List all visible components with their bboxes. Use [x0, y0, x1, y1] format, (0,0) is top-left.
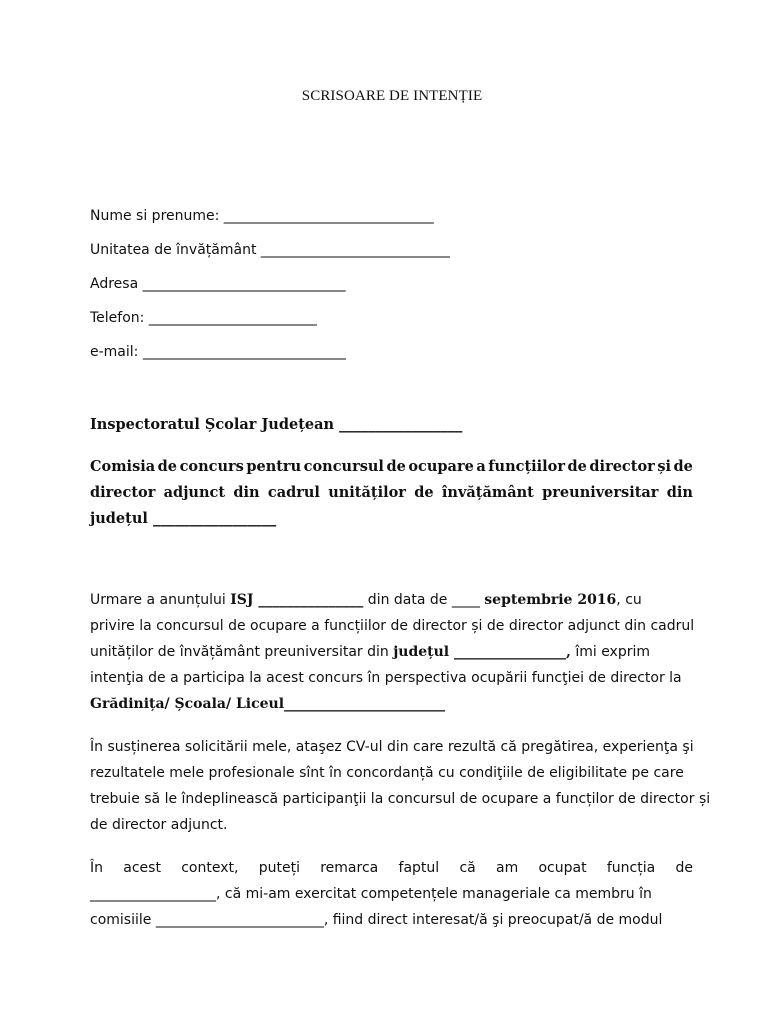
date-month: septembrie 2016 — [484, 592, 617, 608]
document-title: SCRISOARE DE INTENȚIE — [301, 88, 483, 104]
para3-word: context, — [181, 860, 239, 876]
address-field: Adresa _____________________________ — [90, 276, 346, 292]
commission-word: de — [414, 484, 434, 501]
commission-word: a — [476, 458, 486, 475]
commission-word: și — [657, 458, 671, 475]
para3-word: funcția — [606, 860, 656, 876]
paragraph-3 — [90, 855, 693, 933]
para2-line-4: de director adjunct. — [90, 817, 228, 833]
paragraph-1 — [90, 587, 693, 717]
commission-line-3: județul _________________ — [90, 510, 277, 527]
paragraph-2 — [90, 734, 711, 838]
para1-text: din data de ____ — [363, 592, 485, 608]
commission-word: de — [157, 458, 178, 475]
para3-line-3: comisiile ________________________, fiind direct interesat/ă şi preocupat/ă de modul — [90, 912, 663, 928]
para3-word: că — [459, 860, 476, 876]
para3-word: am — [495, 860, 519, 876]
para1-line-1 — [90, 587, 693, 613]
commission-word: de — [673, 458, 693, 475]
phone-field: Telefon: ________________________ — [90, 310, 317, 326]
para3-word: acest — [123, 860, 161, 876]
unit-field: Unitatea de învățământ ___________________________ — [90, 242, 450, 258]
commission-word: unităților — [328, 484, 406, 501]
isj-blank: ISJ _______________ — [230, 592, 364, 608]
para1-line-2: privire la concursul de ocupare a funcțiilor de director și de director adjunct din cadrul — [90, 618, 695, 634]
commission-block — [90, 454, 693, 532]
para1-text: Urmare a anunțului — [90, 592, 231, 608]
para3-word: faptul — [398, 860, 440, 876]
commission-word: concurs — [179, 458, 244, 475]
commission-line-1 — [90, 454, 693, 480]
school-blank: Grădinița/ Școala/ Liceul_______________________ — [90, 696, 446, 712]
commission-word: adjunct — [163, 484, 226, 501]
para3-word: ocupat — [538, 860, 587, 876]
recipient-text: Inspectoratul Școlar Județean _________________ — [90, 416, 463, 433]
para1-text: unităților de învățământ preuniversitar din — [90, 644, 394, 660]
para1-line-4: intenţia de a participa la acest concurs în perspectiva ocupării funcţiei de director la — [90, 670, 682, 686]
para2-line-2: rezultatele mele profesionale sînt în concordanță cu condiţiile de eligibilitate pe care — [90, 765, 684, 781]
para2-line-1: În susținerea solicitării mele, ataşez CV-ul din care rezultă că pregătirea, experienţa şi — [90, 739, 694, 755]
commission-word: învățământ — [441, 484, 534, 501]
para3-word: remarca — [320, 860, 379, 876]
para1-text: îmi exprim — [570, 644, 651, 660]
commission-word: cadrul — [267, 484, 320, 501]
para3-line-2: __________________, că mi-am exercitat competențele manageriale ca membru în — [90, 886, 652, 902]
para3-line-1 — [90, 855, 693, 881]
commission-word: din — [233, 484, 260, 501]
commission-word: director — [90, 484, 156, 501]
para3-word: puteți — [258, 860, 300, 876]
recipient-line — [90, 412, 693, 438]
commission-word: Comisia — [90, 458, 156, 475]
commission-word: pentru — [246, 458, 302, 475]
commission-word: de — [386, 458, 406, 475]
email-field: e-mail: _____________________________ — [90, 344, 346, 360]
para1-line-3 — [90, 639, 693, 665]
commission-line-2 — [90, 480, 693, 506]
commission-word: preuniversitar — [542, 484, 659, 501]
para3-word: de — [675, 860, 693, 876]
para2-line-3: trebuie să le îndeplinească participanţii la concursul de ocupare a funcților de director și — [90, 791, 711, 807]
commission-word: ocupare — [408, 458, 474, 475]
commission-word: funcțiilor — [488, 458, 565, 475]
commission-word: de — [567, 458, 587, 475]
commission-word: concursul — [303, 458, 384, 475]
county-blank: județul ________________, — [393, 644, 571, 660]
commission-word: din — [666, 484, 693, 501]
para3-word: În — [90, 860, 104, 876]
commission-word: director — [589, 458, 655, 475]
para1-text: , cu — [616, 592, 642, 608]
name-field: Nume si prenume: ______________________________ — [90, 208, 434, 224]
